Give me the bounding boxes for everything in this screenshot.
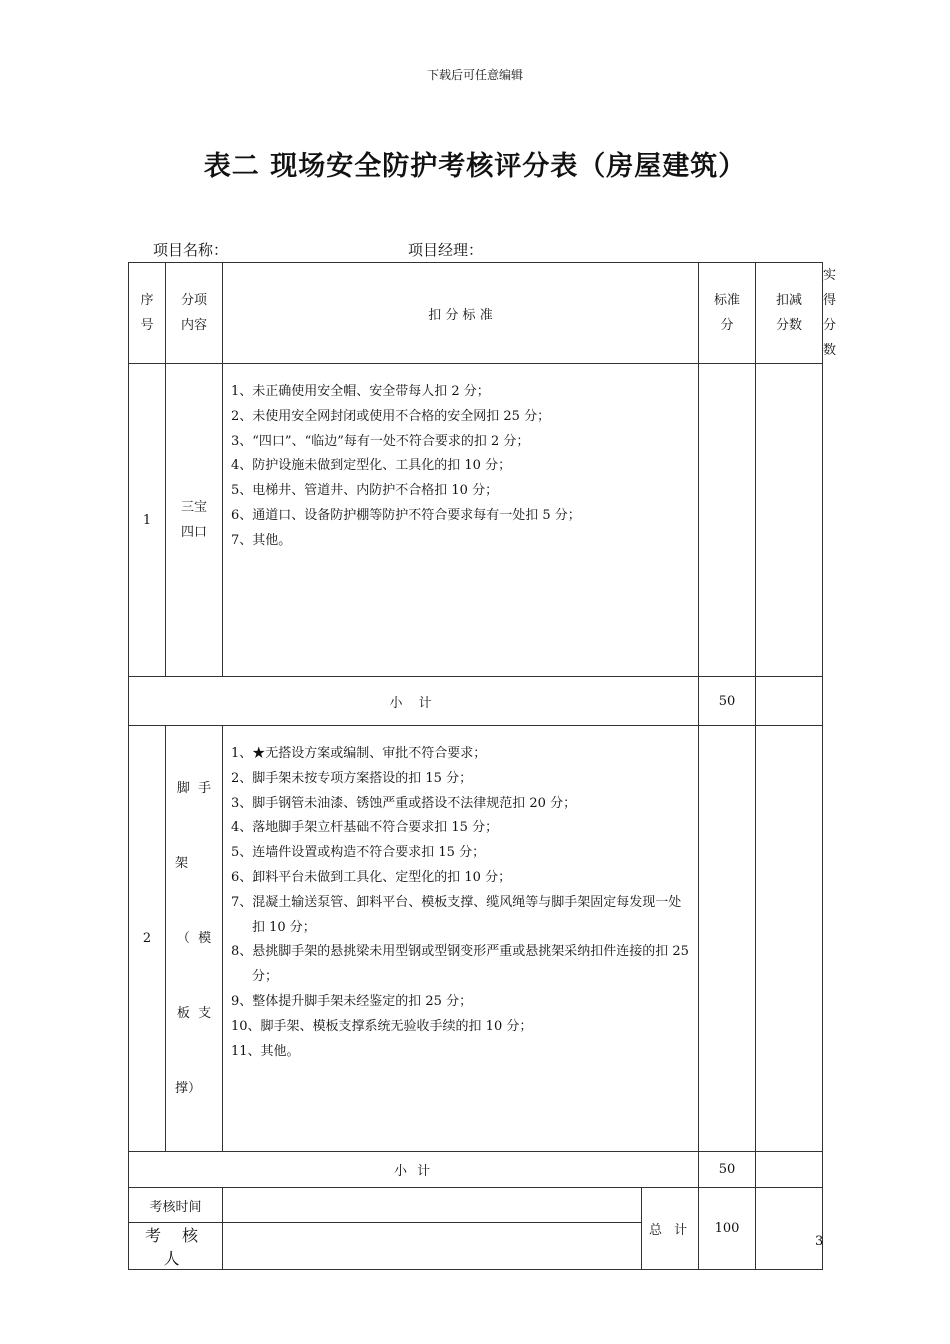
criteria-item: 3、“四口”、“临边”每有一处不符合要求的扣 2 分； [231, 433, 530, 449]
assessment-time-label: 考核时间 [129, 1188, 223, 1223]
subtotal-standard: 50 [699, 677, 756, 726]
seq-header: 序 号 [129, 263, 166, 364]
criteria-item: 4、防护设施未做到定型化、工具化的扣 10 分； [231, 458, 512, 474]
deduct-score-cell[interactable] [756, 364, 823, 677]
section-row [129, 726, 823, 1152]
criteria-item: 7、混凝土输送泵管、卸料平台、模板支撑、缆风绳等与脚手架固定每发现一处扣 10 分； [231, 894, 682, 935]
section-seq: 1 [129, 364, 166, 677]
assessor-value[interactable] [223, 1223, 642, 1270]
deduction-criteria-list [223, 726, 699, 1152]
criteria-item: 10、脚手架、模板支撑系统无验收手续的扣 10 分； [231, 1018, 533, 1034]
standard-score-cell [699, 364, 756, 677]
standard-score-cell [699, 726, 756, 1152]
criteria-item: 3、脚手钢管未油漆、锈蚀严重或搭设不法律规范扣 20 分； [231, 795, 577, 811]
total-deduct-cell[interactable] [756, 1188, 823, 1270]
criteria-item: 1、★无搭设方案或编制、审批不符合要求； [231, 746, 487, 761]
scoring-table [128, 262, 837, 1270]
section-category: 三宝 四口 [166, 364, 223, 677]
subtotal-standard: 50 [699, 1152, 756, 1188]
criteria-item: 5、电梯井、管道井、内防护不合格扣 10 分； [231, 483, 499, 499]
criteria-item: 5、连墙件设置或构造不符合要求扣 15 分； [231, 845, 486, 861]
criteria-item: 6、卸料平台未做到工具化、定型化的扣 10 分； [231, 869, 512, 885]
criteria-item: 1、未正确使用安全帽、安全带每人扣 2 分； [231, 384, 490, 399]
page-title: 表二 现场安全防护考核评分表（房屋建筑） [203, 151, 747, 182]
project-manager-label: 项目经理： [408, 241, 484, 259]
total-standard: 100 [699, 1188, 756, 1270]
subtotal-row [129, 677, 823, 726]
criteria-item: 7、其他。 [231, 532, 292, 548]
criteria-item: 6、通道口、设备防护棚等防护不符合要求每有一处扣 5 分； [231, 507, 581, 523]
criteria-header: 扣 分 标 准 [223, 263, 699, 364]
subtotal-label: 小 计 [129, 677, 699, 726]
subtotal-label: 小 计 [129, 1152, 699, 1188]
criteria-item: 2、未使用安全网封闭或使用不合格的安全网扣 25 分； [231, 408, 551, 424]
section-row [129, 364, 823, 677]
category-header: 分项 内容 [166, 263, 223, 364]
criteria-item: 9、整体提升脚手架未经鉴定的扣 25 分； [231, 993, 473, 1009]
deduct-header: 扣减 分数 [756, 263, 823, 364]
assessment-time-value[interactable] [223, 1188, 642, 1223]
subtotal-deduct-cell[interactable] [756, 1152, 823, 1188]
deduct-score-cell[interactable] [756, 726, 823, 1152]
total-label: 总 计 [642, 1188, 699, 1270]
header-row: 序 号 分项 内容 扣 分 标 准 标准 分 扣减 分数 实得 分数 [129, 263, 823, 364]
standard-header: 标准 分 [699, 263, 756, 364]
assessor-label: 考 核 人 [129, 1223, 223, 1270]
section-seq: 2 [129, 726, 166, 1152]
page-number: 3 [815, 1234, 824, 1249]
project-name-label: 项目名称： [153, 241, 229, 259]
subtotal-deduct-cell[interactable] [756, 677, 823, 726]
assessment-time-row [129, 1188, 823, 1223]
deduction-criteria-list [223, 364, 699, 677]
header-note: 下载后可任意编辑 [426, 68, 523, 82]
subtotal-row [129, 1152, 823, 1188]
criteria-item: 2、脚手架未按专项方案搭设的扣 15 分； [231, 770, 473, 786]
criteria-item: 11、其他。 [231, 1043, 300, 1059]
section-category: 脚 手 架 （ 模 板 支 撑） [166, 726, 223, 1152]
criteria-item: 4、落地脚手架立杆基础不符合要求扣 15 分； [231, 820, 499, 836]
criteria-item: 8、悬挑脚手架的悬挑梁未用型钢或型钢变形严重或悬挑架采纳扣件连接的扣 25 分； [231, 944, 689, 985]
